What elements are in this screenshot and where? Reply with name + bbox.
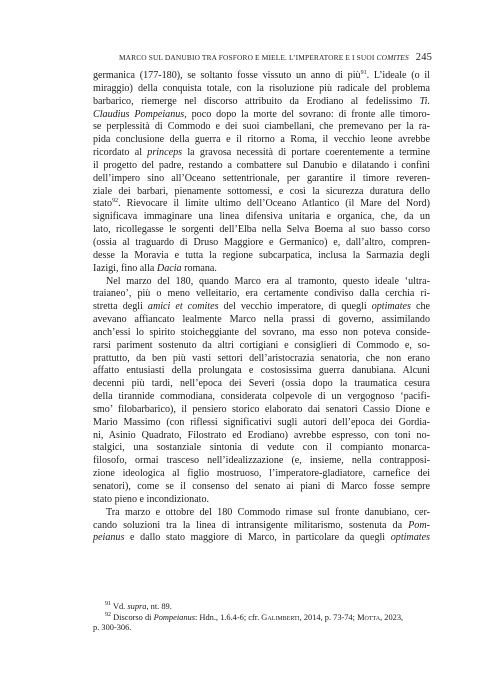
footnote-91: $^{91}$ Vd. supra, nt. 89.: [105, 601, 172, 611]
text-line: Tra marzo e ottobre del 180 Commodo rimase sul fronte danubiano, cer-: [106, 506, 430, 518]
text-line: ni, Asinio Quadrato, Filostrato ed Erodiano) avrebbe espresso, con toni no-: [93, 429, 430, 441]
text-line: rarsi pariment sostenuto da altri cortigiani e consiglieri di Commodo e, so-: [93, 339, 430, 351]
page-number: 245: [415, 52, 432, 63]
text-line: affatto entusiasti della prolungata e costosissima guerra danubiana. Alcuni: [93, 365, 430, 377]
text-line: prattutto, da ben più vasti settori dell’aristocrazia senatoria, che non erano: [93, 352, 430, 364]
text-line: Nel marzo del 180, quando Marco era al tramonto, questo ideale ‘ultra-: [106, 275, 430, 287]
footnote-92: $^{92}$ Discorso di Pompeianus: Hdn., 1.6.4-6; cfr. Galimberti, 2014, p. 73-74; Motta, 2023,: [105, 611, 404, 622]
text-line: traianeo’, più o meno velleitario, era certamente condiviso dalla cerchia ri-: [93, 288, 430, 300]
text-line: germanica (177-180), se soltanto fosse vissuto un anno di più$^{91}$. L’ideale (o il: [93, 70, 430, 81]
footnote-92-continuation: p. 300-306.: [93, 623, 132, 633]
footnote-ref-91[interactable]: 91: [360, 70, 367, 76]
text-line: della tirannide commodiana, considerata colpevole di un vergognoso ‘pacifi-: [93, 391, 430, 403]
text-line: Iazigi, fino alla Dacia romana.: [93, 262, 217, 274]
text-line: stalgici, una sostanziale sintonia di vedute con il compianto monarca-: [93, 442, 430, 454]
text-line: ricordato al princeps la gravosa necessità di portare coerentemente a termine: [93, 147, 430, 159]
text-line: significava immaginare una linea difensiva unitaria e organica, che, da un: [93, 211, 430, 223]
text-line: avevano affiancato lealmente Marco nella prassi di governo, assimilando: [93, 314, 430, 326]
main-text: [93, 70, 430, 545]
text-line: stretta degli amici et comites del vecchio imperatore, di quegli optimates che: [93, 301, 430, 313]
text-line: Claudius Pompeianus, poco dopo la morte del sovrano: di fronte alle timoro-: [93, 108, 430, 120]
text-line: pida conclusione della guerra e il ritorno a Roma, il vecchio leone avrebbe: [93, 134, 430, 146]
text-line: desse la Moravia e tutta la regione subcarpatica, inclusa la Sarmazia degli: [93, 249, 430, 261]
text-line: lato, ricollegasse le sorgenti dell’Elba nella Selva Boema al suo basso corso: [93, 224, 430, 236]
text-line: cando soluzioni tra la linea di intransigente militarismo, sostenuta da Pom-: [93, 519, 430, 531]
text-line: ziale dei barbari, pienamente sottomessi, e così la sicurezza duratura dello: [93, 185, 430, 197]
text-line: se perplessità di Commodo e dei suoi ciambellani, che premevano per la ra-: [93, 121, 430, 133]
text-line: (ossia al traguardo di Druso Maggiore e Germanico) e, dall’altro, compren-: [93, 236, 430, 248]
text-line: miraggio) della conquista totale, con la risoluzione più radicale del problema: [93, 82, 430, 94]
footnotes: [93, 602, 430, 634]
running-header: [92, 52, 432, 63]
text-line: peianus e dallo stato maggiore di Marco, in particolare da quegli optimates: [93, 532, 430, 544]
paragraph-2: [93, 276, 430, 507]
text-line: filosofo, ormai trasceso nell’idealizzazione (e, insieme, nella contrapposi-: [93, 455, 430, 467]
text-line: stato pieno e incondizionato.: [93, 493, 210, 505]
text-line: anch’essi lo spirito stoicheggiante del sovrano, ma esso non poteva conside-: [93, 326, 430, 338]
text-line: stato$^{92}$. Rievocare il limite ultimo dell’Oceano Atlantico (il Mare del Nord): [93, 198, 430, 210]
text-line: zione ideologica al figlio mostruoso, l’imperatore-gladiatore, carnefice dei: [93, 468, 430, 480]
footnote-ref-92[interactable]: 92: [112, 198, 119, 205]
text-line: barbarico, riemerge nel discorso attribuito da Erodiano al fedelissimo Ti.: [93, 95, 430, 107]
text-line: il progetto del padre, restando a combattere sul Danubio e dilatando i confini: [93, 159, 430, 171]
text-line: dell’impero sino all’Oceano settentrionale, per garantire il timore reveren-: [93, 172, 430, 184]
text-line: decenni più tardi, nell’epoca dei Severi (ossia dopo la traumatica cesura: [93, 378, 430, 390]
text-line: senatori), come se il consenso del senato ai piani di Marco fosse sempre: [93, 481, 430, 492]
text-line: Mario Massimo (con riflessi significativi sugli autori dell’epoca dei Gordia-: [93, 416, 430, 428]
text-line: smo’ filobarbarico), il pensiero storico elaborato dai senatori Cassio Dione e: [93, 403, 430, 415]
running-title: MARCO SUL DANUBIO TRA FOSFORO E MIELE. L’IMPERATORE E I SUOI COMITES: [118, 53, 409, 62]
paragraph-1: [93, 70, 430, 276]
paragraph-3: [93, 507, 430, 546]
